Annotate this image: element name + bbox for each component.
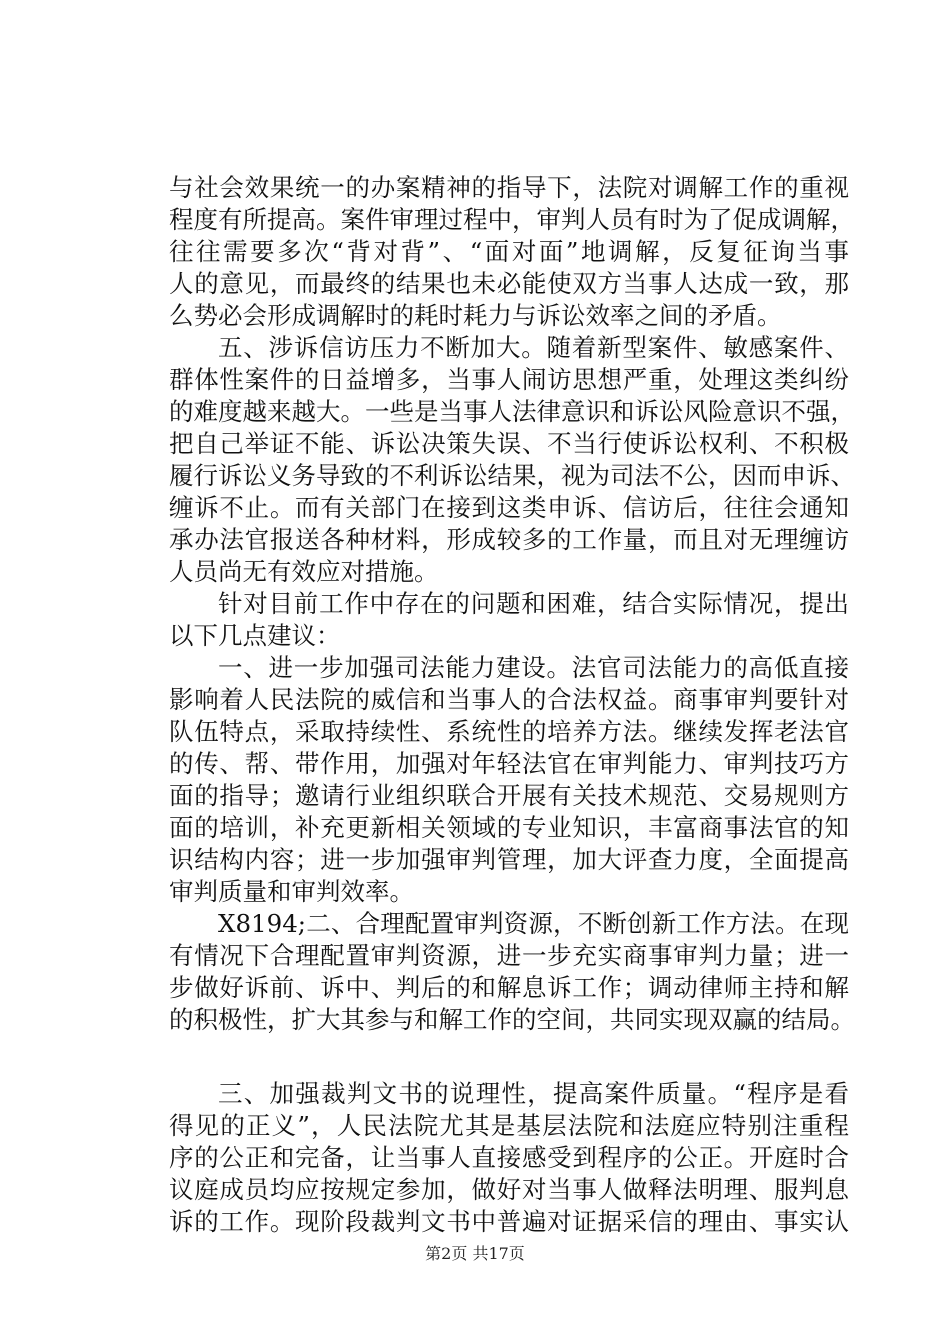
text-line: 履行诉讼义务导致的不利诉讼结果，视为司法不公，因而申诉、 <box>169 461 855 490</box>
text-line: 步做好诉前、诉中、判后的和解息诉工作；调动律师主持和解 <box>169 973 849 1002</box>
text-line: 承办法官报送各种材料，形成较多的工作量，而且对无理缠访 <box>169 525 849 554</box>
text-line: 面的培训，补充更新相关领域的专业知识，丰富商事法官的知 <box>169 813 849 842</box>
text-line: 缠诉不止。而有关部门在接到这类申诉、信访后，往往会通知 <box>169 493 849 522</box>
text-line: 以下几点建议： <box>169 621 341 650</box>
page-number-footer: 第2页 共17页 <box>425 1244 525 1263</box>
text-line: 队伍特点，采取持续性、系统性的培养方法。继续发挥老法官 <box>169 717 849 746</box>
text-line: 面的指导；邀请行业组织联合开展有关技术规范、交易规则方 <box>169 781 849 810</box>
text-line: 序的公正和完备，让当事人直接感受到程序的公正。开庭时合 <box>169 1143 849 1172</box>
text-line: 群体性案件的日益增多，当事人闹访思想严重，处理这类纠纷 <box>169 365 849 394</box>
text-line: 么势必会形成调解时的耗时耗力与诉讼效率之间的矛盾。 <box>169 301 782 330</box>
paragraph-start-line: 三、加强裁判文书的说理性，提高案件质量。“程序是看 <box>218 1079 849 1108</box>
document-body <box>169 172 855 1238</box>
text-line: 诉的工作。现阶段裁判文书中普遍对证据采信的理由、事实认 <box>169 1207 849 1236</box>
text-line: 把自己举证不能、诉讼决策失误、不当行使诉讼权利、不积极 <box>169 429 849 458</box>
text-line: 人员尚无有效应对措施。 <box>169 557 439 586</box>
text-line: 有情况下合理配置审判资源，进一步充实商事审判力量；进一 <box>169 941 849 970</box>
text-line: 的积极性，扩大其参与和解工作的空间，共同实现双赢的结局。 <box>169 1005 855 1034</box>
text-line: 识结构内容；进一步加强审判管理，加大评查力度，全面提高 <box>169 845 849 874</box>
text-line: 的传、帮、带作用，加强对年轻法官在审判能力、审判技巧方 <box>169 749 849 778</box>
paragraph-start-line: 一、进一步加强司法能力建设。法官司法能力的高低直接 <box>218 653 849 682</box>
paragraph-start-line: 针对目前工作中存在的问题和困难，结合实际情况，提出 <box>218 589 849 618</box>
text-line: 得见的正义”，人民法院尤其是基层法院和法庭应特别注重程 <box>169 1111 849 1140</box>
text-line: 的难度越来越大。一些是当事人法律意识和诉讼风险意识不强， <box>169 397 855 426</box>
text-line: 往往需要多次“背对背”、“面对面”地调解，反复征询当事 <box>169 237 849 266</box>
text-line: 议庭成员均应按规定参加，做好对当事人做释法明理、服判息 <box>169 1175 849 1204</box>
text-line: 与社会效果统一的办案精神的指导下，法院对调解工作的重视 <box>169 173 849 202</box>
paragraph-start-line: 五、涉诉信访压力不断加大。随着新型案件、敏感案件、 <box>218 333 849 362</box>
text-line: 程度有所提高。案件审理过程中，审判人员有时为了促成调解， <box>169 205 855 234</box>
paragraph-gap <box>169 1036 849 1078</box>
text-line: 影响着人民法院的威信和当事人的合法权益。商事审判要针对 <box>169 685 849 714</box>
text-line: 人的意见，而最终的结果也未必能使双方当事人达成一致，那 <box>169 269 849 298</box>
text-line: 审判质量和审判效率。 <box>169 877 414 906</box>
paragraph-start-line: X8194;二、合理配置审判资源，不断创新工作方法。在现 <box>218 909 849 938</box>
